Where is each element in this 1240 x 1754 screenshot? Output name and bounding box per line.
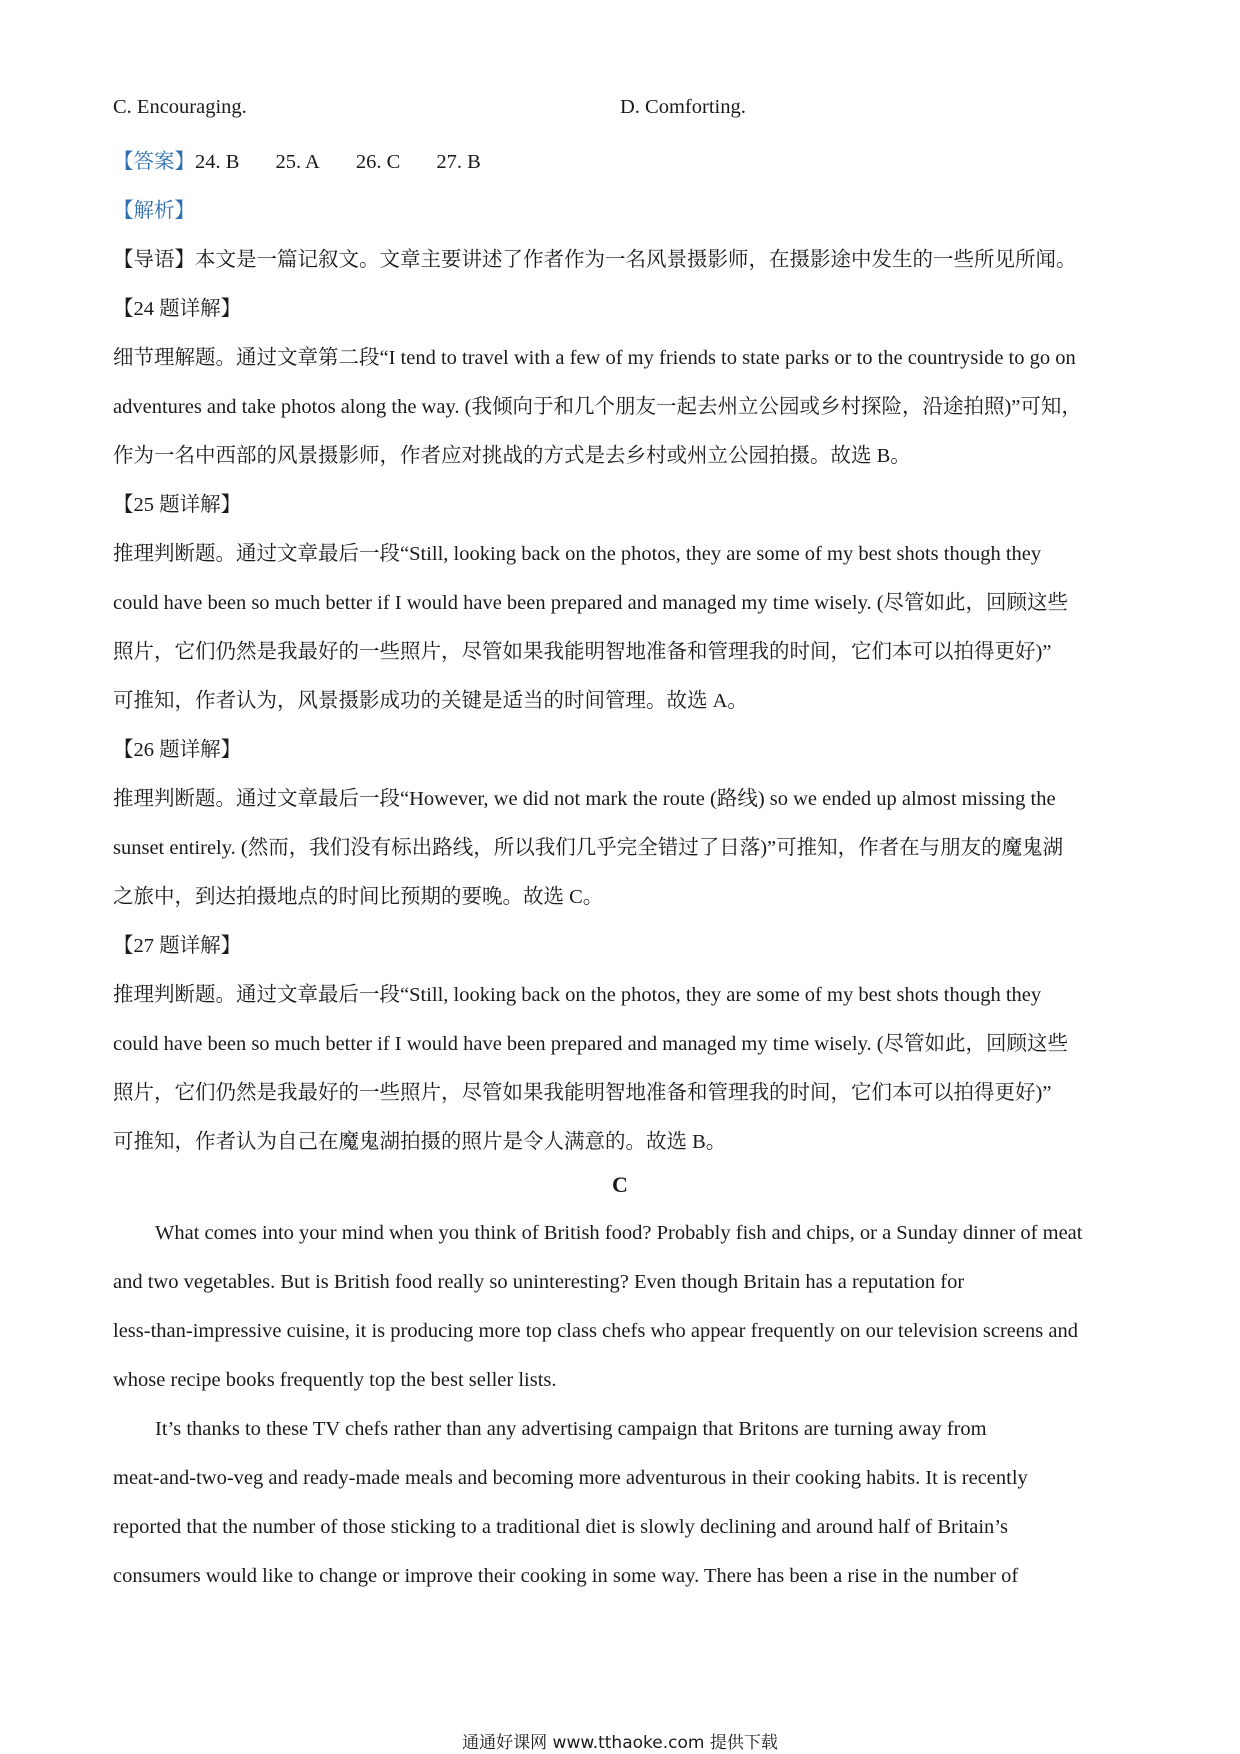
q24-line: 作为一名中西部的风景摄影师，作者应对挑战的方式是去乡村或州立公园拍摄。故选 B。 bbox=[113, 445, 911, 467]
paragraph-line: and two vegetables. But is British food really so uninteresting? Even though Britain has a reputation for bbox=[113, 1271, 965, 1293]
q25-line: 可推知，作者认为，风景摄影成功的关键是适当的时间管理。故选 A。 bbox=[113, 690, 748, 712]
paragraph-line: It’s thanks to these TV chefs rather than any advertising campaign that Britons are turning away from bbox=[155, 1418, 987, 1440]
option-c: C. Encouraging. bbox=[113, 96, 247, 118]
answer-item: 27. B bbox=[436, 151, 481, 173]
option-d: D. Comforting. bbox=[620, 96, 746, 118]
paragraph-line: meat-and-two-veg and ready-made meals and becoming more adventurous in their cooking habits. It is recently bbox=[113, 1467, 1028, 1489]
q26-line: 推理判断题。通过文章最后一段“However, we did not mark the route (路线) so we ended up almost missing the bbox=[113, 788, 1056, 810]
q24-line: adventures and take photos along the way. (我倾向于和几个朋友一起去州立公园或乡村探险，沿途拍照)”可知， bbox=[113, 396, 1082, 418]
paragraph-line: consumers would like to change or improve their cooking in some way. There has been a rise in the number of bbox=[113, 1565, 1019, 1587]
paragraph-line: whose recipe books frequently top the best seller lists. bbox=[113, 1369, 557, 1391]
paragraph-line: less-than-impressive cuisine, it is producing more top class chefs who appear frequently on our television screens and bbox=[113, 1320, 1078, 1342]
q27-line: 照片，它们仍然是我最好的一些照片，尽管如果我能明智地准备和管理我的时间，它们本可以拍得更好)” bbox=[113, 1082, 1052, 1104]
guide-text: 【导语】本文是一篇记叙文。文章主要讲述了作者作为一名风景摄影师，在摄影途中发生的一些所见所闻。 bbox=[113, 249, 1077, 271]
q24-heading: 【24 题详解】 bbox=[113, 298, 242, 320]
page-footer: 通通好课网 www.tthaoke.com 提供下载 bbox=[462, 1733, 778, 1753]
q27-line: 可推知，作者认为自己在魔鬼湖拍摄的照片是令人满意的。故选 B。 bbox=[113, 1131, 727, 1153]
q27-line: could have been so much better if I would have been prepared and managed my time wisely. (尽管如此，回顾这些 bbox=[113, 1033, 1069, 1055]
q27-heading: 【27 题详解】 bbox=[113, 935, 242, 957]
q26-heading: 【26 题详解】 bbox=[113, 739, 242, 761]
analysis-label: 【解析】 bbox=[113, 200, 195, 222]
q25-line: 推理判断题。通过文章最后一段“Still, looking back on the photos, they are some of my best shots though they bbox=[113, 543, 1042, 565]
q25-line: 照片，它们仍然是我最好的一些照片，尽管如果我能明智地准备和管理我的时间，它们本可以拍得更好)” bbox=[113, 641, 1052, 663]
section-title: C bbox=[612, 1172, 628, 1197]
q26-line: sunset entirely. (然而，我们没有标出路线，所以我们几乎完全错过了日落)”可推知，作者在与朋友的魔鬼湖 bbox=[113, 837, 1064, 859]
answer-item: 24. B bbox=[195, 151, 240, 173]
q26-line: 之旅中，到达拍摄地点的时间比预期的要晚。故选 C。 bbox=[113, 886, 604, 908]
q24-line: 细节理解题。通过文章第二段“I tend to travel with a few of my friends to state parks or to the countryside to go on bbox=[113, 347, 1076, 369]
paragraph-line: What comes into your mind when you think of British food? Probably fish and chips, or a Sunday dinner of meat bbox=[155, 1222, 1083, 1244]
paragraph-line: reported that the number of those sticking to a traditional diet is slowly declining and around half of Britain’s bbox=[113, 1516, 1008, 1538]
answer-label: 【答案】 bbox=[113, 151, 195, 173]
answer-item: 25. A bbox=[275, 151, 320, 173]
q25-heading: 【25 题详解】 bbox=[113, 494, 242, 516]
answer-item: 26. C bbox=[355, 151, 401, 173]
answer-line bbox=[113, 144, 481, 174]
q25-line: could have been so much better if I would have been prepared and managed my time wisely. (尽管如此，回顾这些 bbox=[113, 592, 1069, 614]
q27-line: 推理判断题。通过文章最后一段“Still, looking back on the photos, they are some of my best shots though they bbox=[113, 984, 1042, 1006]
